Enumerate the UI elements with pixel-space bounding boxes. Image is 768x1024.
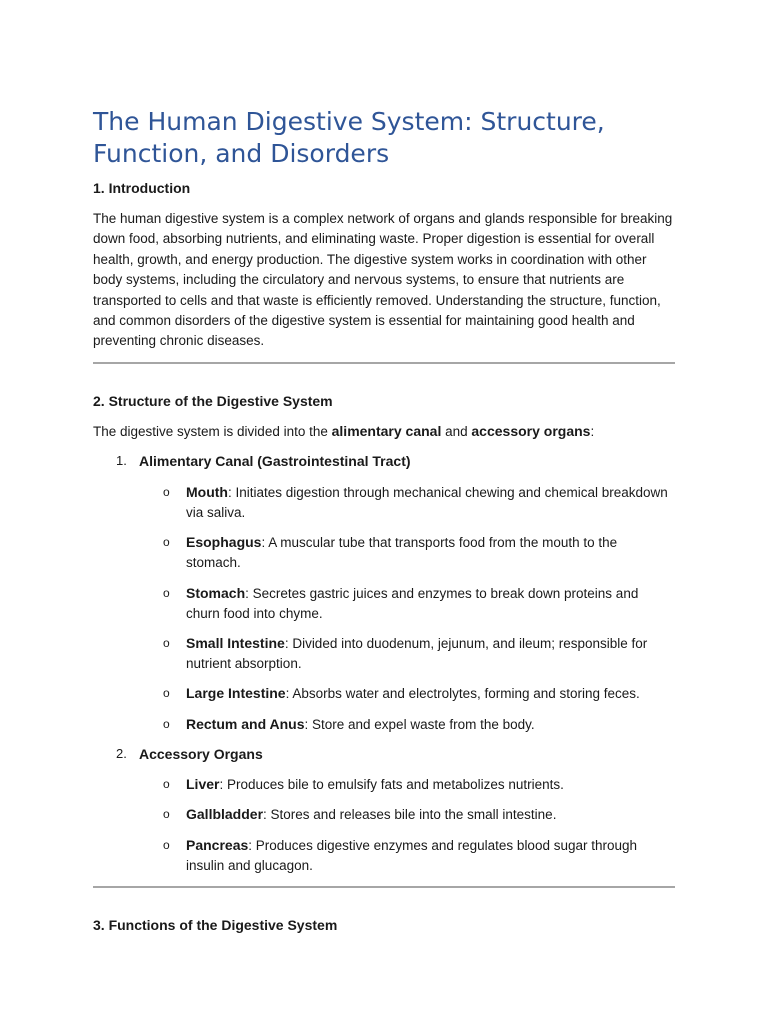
list-item-mouth (163, 482, 675, 524)
lead-text: and (441, 424, 472, 439)
horizontal-rule (93, 886, 675, 888)
description: : Produces digestive enzymes and regulates blood sugar through insulin and glucagon. (186, 838, 638, 874)
term: Rectum and Anus (186, 716, 305, 732)
term: Pancreas (186, 837, 249, 853)
list-number: 1. (116, 453, 127, 468)
list-item-label: Alimentary Canal (Gastrointestinal Tract) (139, 453, 411, 469)
description: : Produces bile to emulsify fats and metabolizes nutrients. (219, 777, 564, 792)
description: : Secretes gastric juices and enzymes to break down proteins and churn food into chyme. (186, 586, 639, 622)
list-item-rectum-and-anus (163, 714, 675, 735)
list-item-pancreas (163, 835, 675, 877)
lead-term-alimentary-canal: alimentary canal (331, 423, 442, 439)
horizontal-rule (93, 362, 675, 364)
description: : Stores and releases bile into the small intestine. (263, 807, 557, 822)
lead-term-accessory-organs: accessory organs (471, 423, 591, 439)
list-item-text (186, 583, 675, 625)
bullet-marker: o (163, 485, 170, 499)
section-heading-functions: 3. Functions of the Digestive System (93, 917, 338, 933)
term: Gallbladder (186, 806, 264, 822)
list-item-text (186, 633, 675, 675)
list-item-esophagus (163, 532, 675, 574)
description: : Store and expel waste from the body. (304, 717, 535, 732)
section-heading-structure: 2. Structure of the Digestive System (93, 393, 333, 409)
lead-text: The digestive system is divided into the (93, 424, 332, 439)
list-item-large-intestine (163, 683, 675, 704)
term: Mouth (186, 484, 228, 500)
term: Stomach (186, 585, 246, 601)
term: Large Intestine (186, 685, 286, 701)
bullet-marker: o (163, 586, 170, 600)
bullet-marker: o (163, 838, 170, 852)
bullet-marker: o (163, 535, 170, 549)
description: : Initiates digestion through mechanical chewing and chemical breakdown via saliva. (186, 485, 668, 521)
list-number: 2. (116, 746, 127, 761)
lead-text: : (590, 424, 595, 439)
bullet-marker: o (163, 807, 170, 821)
description: : Absorbs water and electrolytes, forming and storing feces. (285, 686, 640, 701)
document-title: The Human Digestive System: Structure, Function, and Disorders (93, 107, 605, 168)
list-item-text (186, 683, 675, 704)
section-heading-introduction: 1. Introduction (93, 180, 191, 196)
list-item-text (186, 532, 675, 574)
list-item-text (186, 714, 675, 735)
introduction-paragraph: The human digestive system is a complex network of organs and glands responsible for breaking down food, absorbing nutrients, and eliminating waste. Proper digestion is essential for overall health, growth, and energy production. The digestive system works in coordination with other body systems, including the circulatory and nervous systems, to ensure that nutrients are transported to cells and that waste is efficiently removed. Understanding the structure, function, and common disorders of the digestive system is essential for maintaining good health and preventing chronic diseases. (93, 211, 673, 349)
list-item-label: Accessory Organs (139, 746, 263, 762)
term: Liver (186, 776, 220, 792)
structure-lead-paragraph (93, 421, 675, 442)
term: Esophagus (186, 534, 262, 550)
bullet-marker: o (163, 686, 170, 700)
description: : A muscular tube that transports food from the mouth to the stomach. (186, 535, 618, 571)
term: Small Intestine (186, 635, 285, 651)
list-item-stomach (163, 583, 675, 625)
bullet-marker: o (163, 717, 170, 731)
list-item-small-intestine (163, 633, 675, 675)
description: : Divided into duodenum, jejunum, and ileum; responsible for nutrient absorption. (186, 636, 648, 672)
list-item-liver (163, 774, 675, 795)
bullet-marker: o (163, 777, 170, 791)
list-item-gallbladder (163, 804, 675, 825)
list-item-text (186, 774, 675, 795)
list-item-text (186, 835, 675, 877)
list-item-text (186, 804, 675, 825)
bullet-marker: o (163, 636, 170, 650)
list-item-text (186, 482, 675, 524)
